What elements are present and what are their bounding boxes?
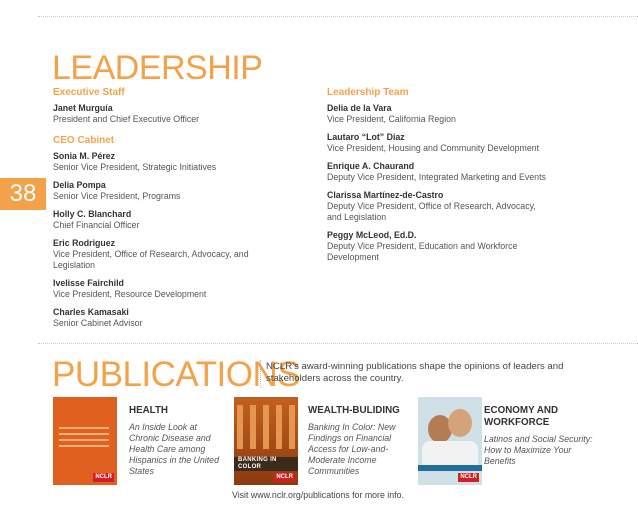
person-name: Enrique A. Chaurand xyxy=(327,161,415,171)
publication-description: An Inside Look at Chronic Disease and Health Care among Hispanics in the United States xyxy=(129,422,219,476)
nclr-logo: NCLR xyxy=(460,474,477,480)
person-entry xyxy=(53,180,268,202)
person-entry xyxy=(53,209,268,231)
person-entry xyxy=(53,238,268,271)
person-title: Deputy Vice President, Integrated Marketing and Events xyxy=(327,172,546,182)
person-title: Senior Vice President, Strategic Initiatives xyxy=(53,162,217,172)
person-name: Clarissa Martínez-de-Castro xyxy=(327,190,444,200)
publications-heading: PUBLICATIONS xyxy=(52,355,301,394)
publications-intro: NCLR’s award-winning publications shape the opinions of leaders and stakeholders across the country. xyxy=(266,361,564,384)
person-title: Senior Cabinet Advisor xyxy=(53,318,143,328)
publications-vertical-divider xyxy=(260,360,262,388)
publication-wealth-building xyxy=(308,405,413,477)
person-entry xyxy=(53,307,268,329)
cover-person-photo xyxy=(448,409,472,437)
publications-footer-link[interactable]: Visit www.nclr.org/publications for more info. xyxy=(232,490,404,500)
cover-pillars-graphic xyxy=(234,405,298,449)
person-title: Deputy Vice President, Education and Workforce Development xyxy=(327,241,518,262)
person-title: Vice President, Resource Development xyxy=(53,289,207,299)
cover-title-strip xyxy=(418,465,482,471)
person-name: Ivelisse Fairchild xyxy=(53,278,124,288)
person-entry xyxy=(327,230,552,263)
top-divider xyxy=(38,16,638,17)
person-name: Charles Kamasaki xyxy=(53,307,129,317)
person-title: Vice President, California Region xyxy=(327,114,456,124)
cover-title: BANKING IN COLOR xyxy=(238,457,277,470)
person-name: Sonia M. Pérez xyxy=(53,151,116,161)
publication-category: HEALTH xyxy=(129,405,169,416)
banking-in-color-cover xyxy=(234,397,298,485)
person-name: Peggy McLeod, Ed.D. xyxy=(327,230,417,240)
publication-economy-workforce xyxy=(484,405,594,467)
health-report-cover xyxy=(53,397,117,485)
person-entry xyxy=(327,161,552,183)
person-entry xyxy=(327,132,552,154)
person-entry xyxy=(53,278,268,300)
person-name: Delia Pompa xyxy=(53,180,106,190)
person-entry xyxy=(327,103,552,125)
person-name: Holly C. Blanchard xyxy=(53,209,132,219)
person-entry xyxy=(327,190,552,223)
leadership-right-column xyxy=(327,87,552,270)
cover-photo-detail xyxy=(422,441,478,465)
person-name: Lautaro “Lot” Diaz xyxy=(327,132,405,142)
publication-description: Latinos and Social Security: How to Maximize Your Benefits xyxy=(484,434,593,466)
leadership-team-heading: Leadership Team xyxy=(327,87,409,98)
person-title: Deputy Vice President, Office of Research, Advocacy, and Legislation xyxy=(327,201,536,222)
nclr-logo: NCLR xyxy=(276,474,293,480)
publication-description: Banking In Color: New Findings on Financial Access for Low-and-Moderate Income Communities xyxy=(308,422,396,476)
leadership-heading: LEADERSHIP xyxy=(52,49,263,87)
page-number-badge: 38 xyxy=(0,178,46,210)
person-title: President and Chief Executive Officer xyxy=(53,114,200,124)
publication-category: WEALTH-BULIDING xyxy=(308,405,400,416)
section-divider xyxy=(38,343,638,344)
person-name: Janet Murguía xyxy=(53,103,113,113)
person-title: Vice President, Office of Research, Advocacy, and Legislation xyxy=(53,249,249,270)
nclr-logo: NCLR xyxy=(95,474,112,480)
person-title: Chief Financial Officer xyxy=(53,220,140,230)
person-name: Eric Rodriguez xyxy=(53,238,116,248)
ceo-cabinet-heading: CEO Cabinet xyxy=(53,135,115,146)
executive-staff-heading: Executive Staff xyxy=(53,87,125,98)
person-name: Delia de la Vara xyxy=(327,103,392,113)
person-title: Vice President, Housing and Community Development xyxy=(327,143,540,153)
person-title: Senior Vice President, Programs xyxy=(53,191,181,201)
publication-health xyxy=(129,405,229,477)
leadership-left-column xyxy=(53,87,268,336)
cover-text-lines xyxy=(59,427,109,451)
social-security-cover xyxy=(418,397,482,485)
person-entry xyxy=(53,103,268,125)
publication-category: ECONOMY AND WORKFORCE xyxy=(484,405,559,428)
person-entry xyxy=(53,151,268,173)
